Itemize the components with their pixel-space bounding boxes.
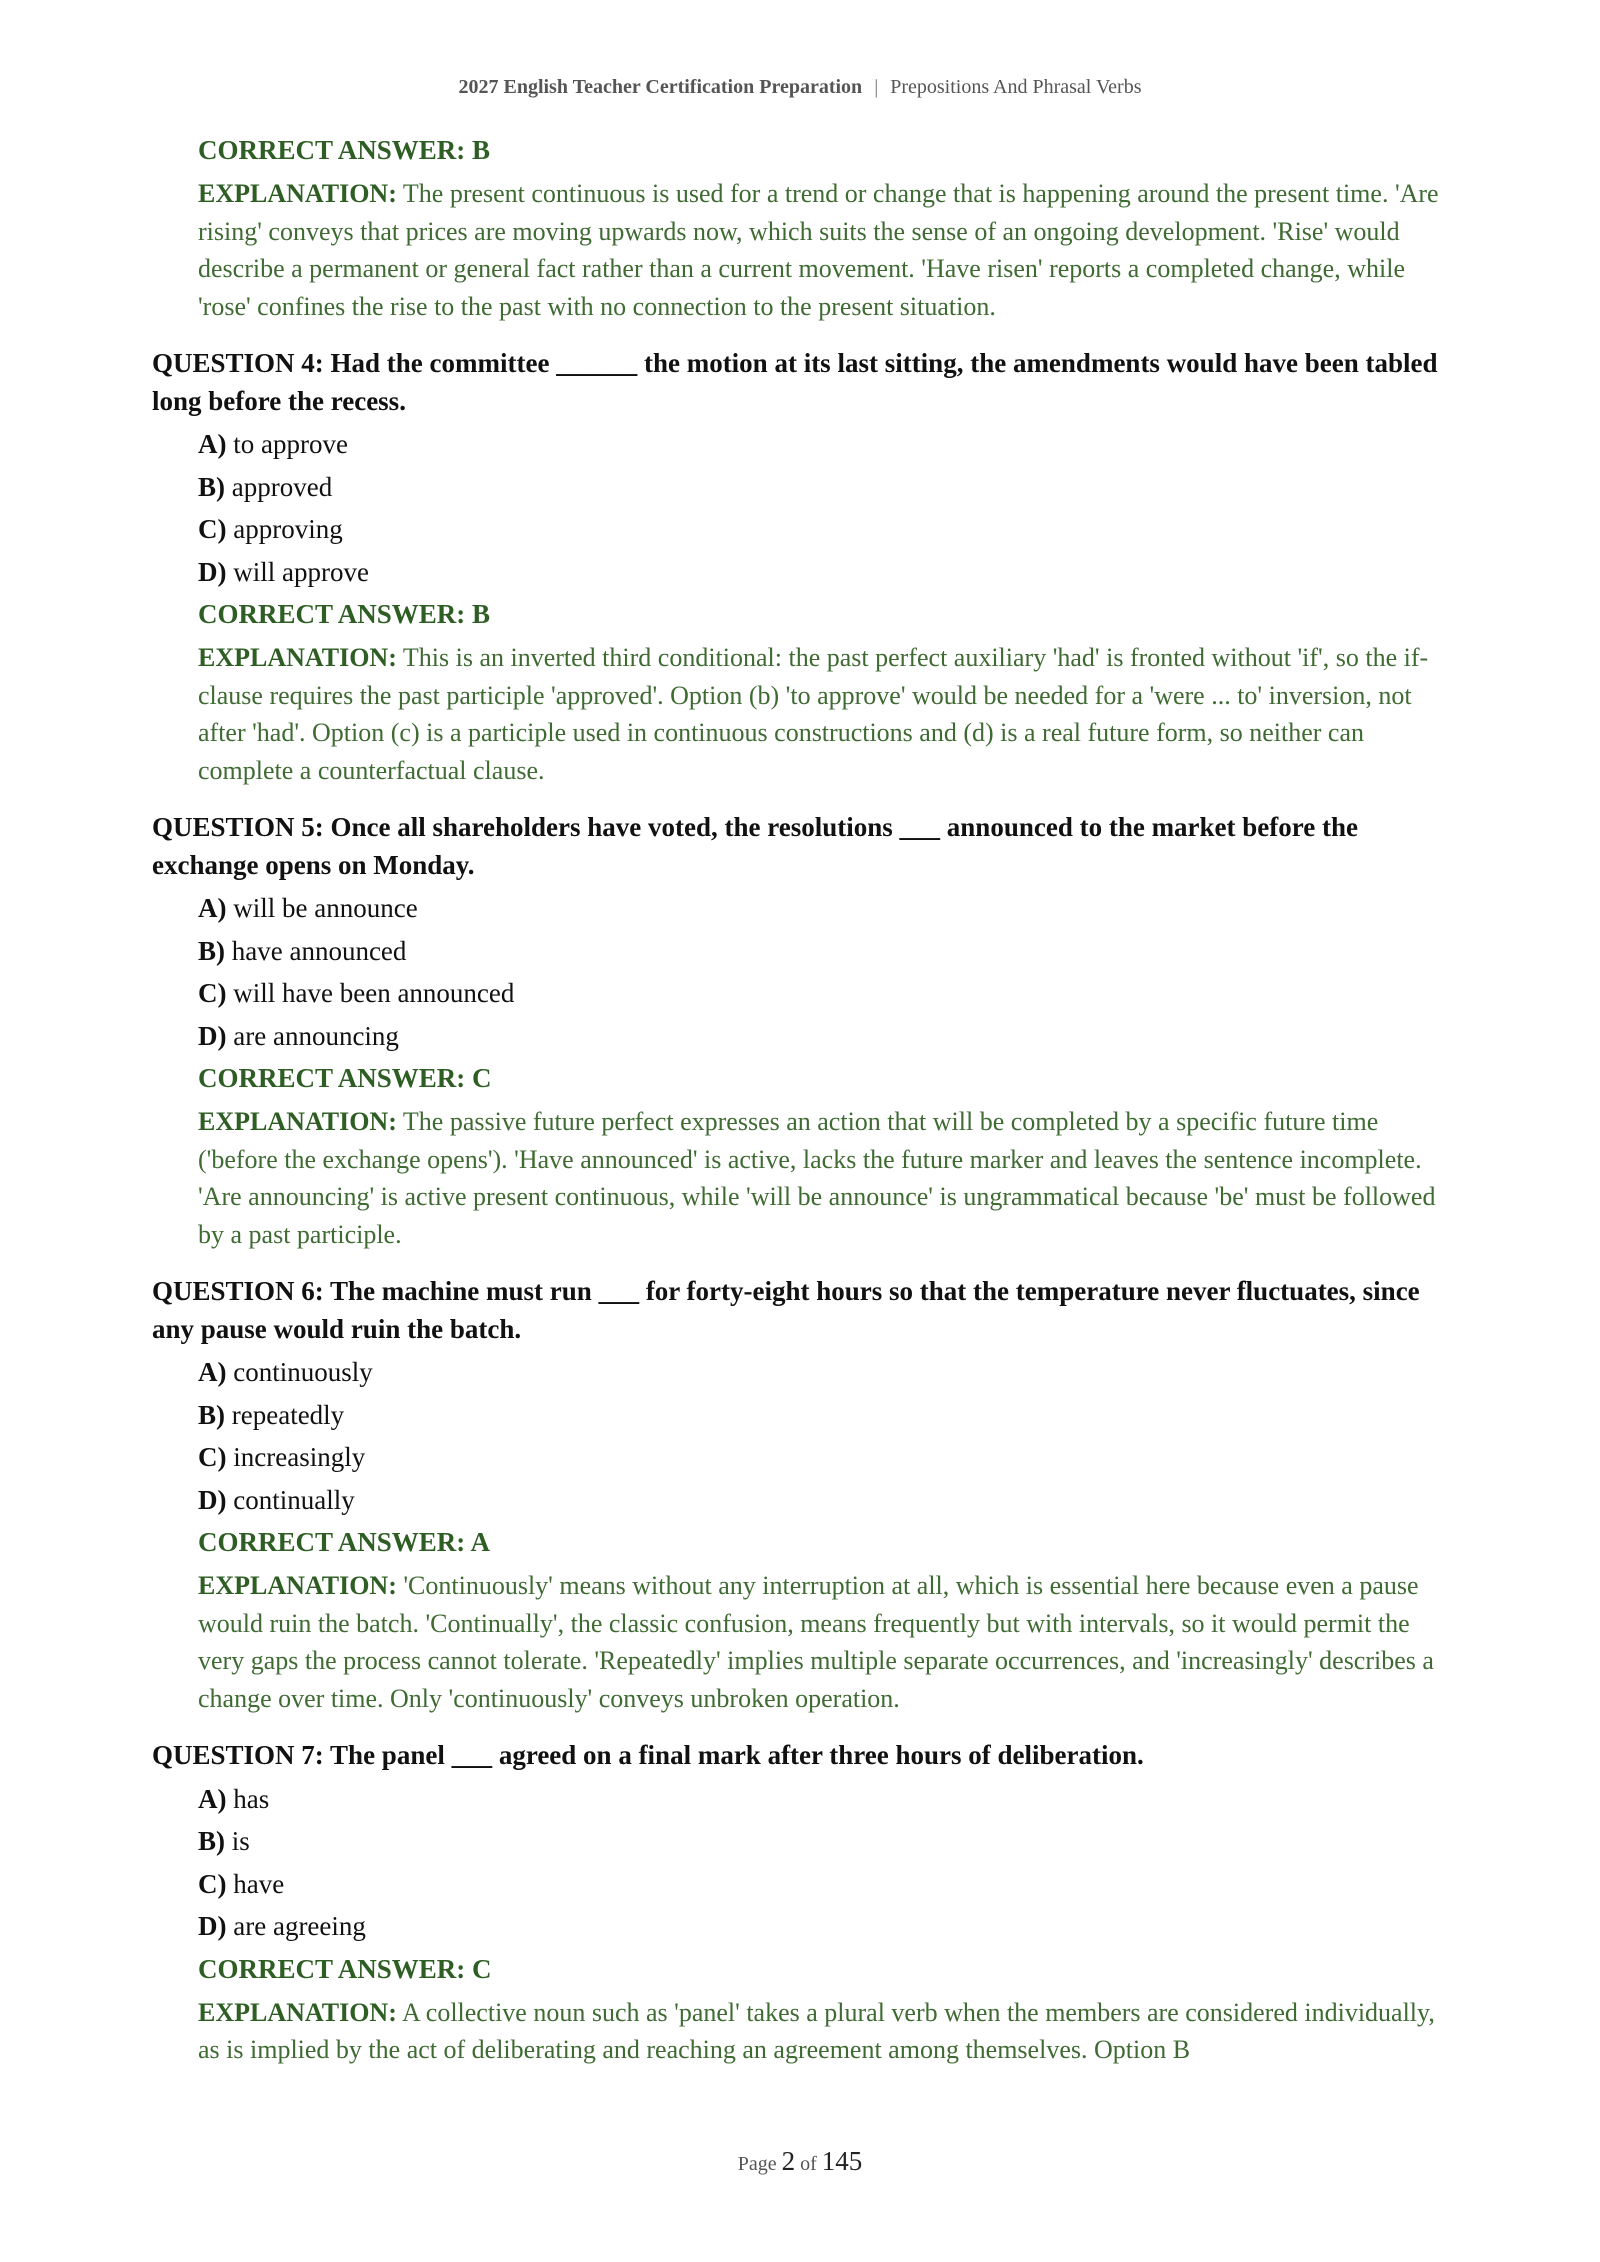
option-c — [198, 975, 1452, 1011]
option-text: continually — [233, 1484, 355, 1515]
option-c — [198, 511, 1452, 547]
question-text: QUESTION 5: Once all shareholders have voted, the resolutions ___ announced to the market before the exchange opens on Monday. — [152, 812, 1358, 880]
option-text: are agreeing — [233, 1911, 366, 1941]
question-block-5 — [152, 809, 1452, 1253]
option-text: have announced — [231, 935, 407, 966]
page-number: 2 — [781, 2146, 796, 2176]
explanation — [198, 1994, 1452, 2069]
explanation-text: The passive future perfect expresses an action that will be completed by a specific future time ('before the exchange opens'). 'Have announced' is active, lacks the future marker and leaves the sentence incomplete. 'Are announcing' is active present continuous, while 'will be announce' is ungrammatical because 'be' must be followed by a past participle. — [198, 1107, 1436, 1249]
option-text: increasingly — [233, 1442, 366, 1472]
option-letter: C) — [198, 1868, 227, 1899]
option-letter: C) — [198, 514, 227, 544]
header-separator: | — [874, 76, 879, 98]
option-a — [198, 1781, 1452, 1817]
option-letter: A) — [198, 1357, 227, 1387]
correct-answer: CORRECT ANSWER: C — [198, 1953, 492, 1984]
correct-answer: CORRECT ANSWER: A — [198, 1527, 491, 1557]
option-text: will approve — [233, 556, 369, 587]
explanation — [198, 175, 1452, 325]
option-c — [198, 1866, 1452, 1902]
option-letter: B) — [198, 471, 225, 502]
option-text: are announcing — [233, 1020, 399, 1051]
option-d — [198, 554, 1452, 590]
option-letter: B) — [198, 935, 225, 966]
correct-answer: CORRECT ANSWER: B — [198, 599, 491, 629]
option-text: repeatedly — [231, 1399, 345, 1430]
option-text: is — [231, 1826, 250, 1856]
explanation-label: EXPLANATION: — [198, 179, 397, 208]
explanation-label: EXPLANATION: — [198, 1107, 397, 1136]
page-content — [152, 132, 1452, 2089]
option-text: have — [233, 1868, 285, 1899]
book-title: 2027 English Teacher Certification Preparation — [458, 76, 863, 98]
correct-answer: CORRECT ANSWER: B — [198, 135, 491, 165]
option-a — [198, 1354, 1452, 1390]
option-letter: A) — [198, 1783, 227, 1814]
explanation-label: EXPLANATION: — [198, 1997, 397, 2027]
explanation-text: This is an inverted third conditional: the past perfect auxiliary 'had' is fronted without 'if', so the if-clause requires the past participle 'approved'. Option (b) 'to approve' would be needed for a 'were ... to' inversion, not after 'had'. Option (c) is a participle used in continuous constructions and (d) is a real future form, so neither can complete a counterfactual clause. — [198, 643, 1429, 785]
question-text: QUESTION 7: The panel ___ agreed on a final mark after three hours of deliberation. — [152, 1740, 1144, 1770]
question-block-7 — [152, 1737, 1452, 2069]
explanation-text: 'Continuously' means without any interruption at all, which is essential here because even a pause would ruin the batch. 'Continually', the classic confusion, means frequently but with intervals, so it would permit the very gaps the process cannot tolerate. 'Repeatedly' implies multiple separate occurrences, and 'increasingly' describes a change over time. Only 'continuously' conveys unbroken operation. — [198, 1571, 1434, 1713]
question-3-tail — [198, 132, 1452, 325]
option-a — [198, 426, 1452, 462]
option-d — [198, 1908, 1452, 1944]
option-text: has — [233, 1783, 270, 1814]
option-c — [198, 1439, 1452, 1475]
option-letter: A) — [198, 893, 227, 923]
option-text: continuously — [233, 1357, 373, 1387]
option-letter: A) — [198, 429, 227, 459]
option-letter: D) — [198, 556, 227, 587]
option-a — [198, 890, 1452, 926]
explanation-label: EXPLANATION: — [198, 1571, 397, 1600]
option-b — [198, 1397, 1452, 1433]
option-letter: B) — [198, 1826, 225, 1856]
explanation-label: EXPLANATION: — [198, 643, 397, 672]
option-text: approving — [233, 514, 343, 544]
option-letter: B) — [198, 1399, 225, 1430]
question-text: QUESTION 4: Had the committee ______ the motion at its last sitting, the amendments would have been tabled long before the recess. — [152, 348, 1438, 416]
chapter-title: Prepositions And Phrasal Verbs — [890, 76, 1142, 98]
option-letter: D) — [198, 1911, 227, 1941]
option-text: to approve — [233, 429, 348, 459]
page-word: Page — [737, 2153, 777, 2175]
total-pages: 145 — [821, 2146, 863, 2176]
option-letter: C) — [198, 1442, 227, 1472]
option-d — [198, 1482, 1452, 1518]
question-block-4 — [152, 345, 1452, 789]
question-text: QUESTION 6: The machine must run ___ for forty-eight hours so that the temperature never fluctuates, since any pause would ruin the batch. — [152, 1276, 1420, 1344]
option-b — [198, 933, 1452, 969]
explanation-text: A collective noun such as 'panel' takes a plural verb when the members are considered individually, as is implied by the act of deliberating and reaching an agreement among themselves. Option B — [198, 1997, 1435, 2064]
option-text: approved — [231, 471, 333, 502]
option-letter: D) — [198, 1484, 227, 1515]
explanation — [198, 639, 1452, 789]
option-d — [198, 1018, 1452, 1054]
correct-answer: CORRECT ANSWER: C — [198, 1063, 492, 1093]
question-block-6 — [152, 1273, 1452, 1717]
option-b — [198, 1823, 1452, 1859]
option-text: will have been announced — [233, 978, 515, 1008]
explanation — [198, 1103, 1452, 1253]
of-word: of — [800, 2153, 817, 2175]
explanation — [198, 1567, 1452, 1717]
page-footer — [0, 2146, 1600, 2177]
option-letter: C) — [198, 978, 227, 1008]
explanation-text: The present continuous is used for a trend or change that is happening around the present time. 'Are rising' conveys that prices are moving upwards now, which suits the sense of an ongoing development. 'Rise' would describe a permanent or general fact rather than a current movement. 'Have risen' reports a completed change, while 'rose' confines the rise to the past with no connection to the present situation. — [198, 179, 1439, 321]
option-b — [198, 469, 1452, 505]
option-letter: D) — [198, 1020, 227, 1051]
page-header — [0, 76, 1600, 99]
option-text: will be announce — [233, 893, 418, 923]
